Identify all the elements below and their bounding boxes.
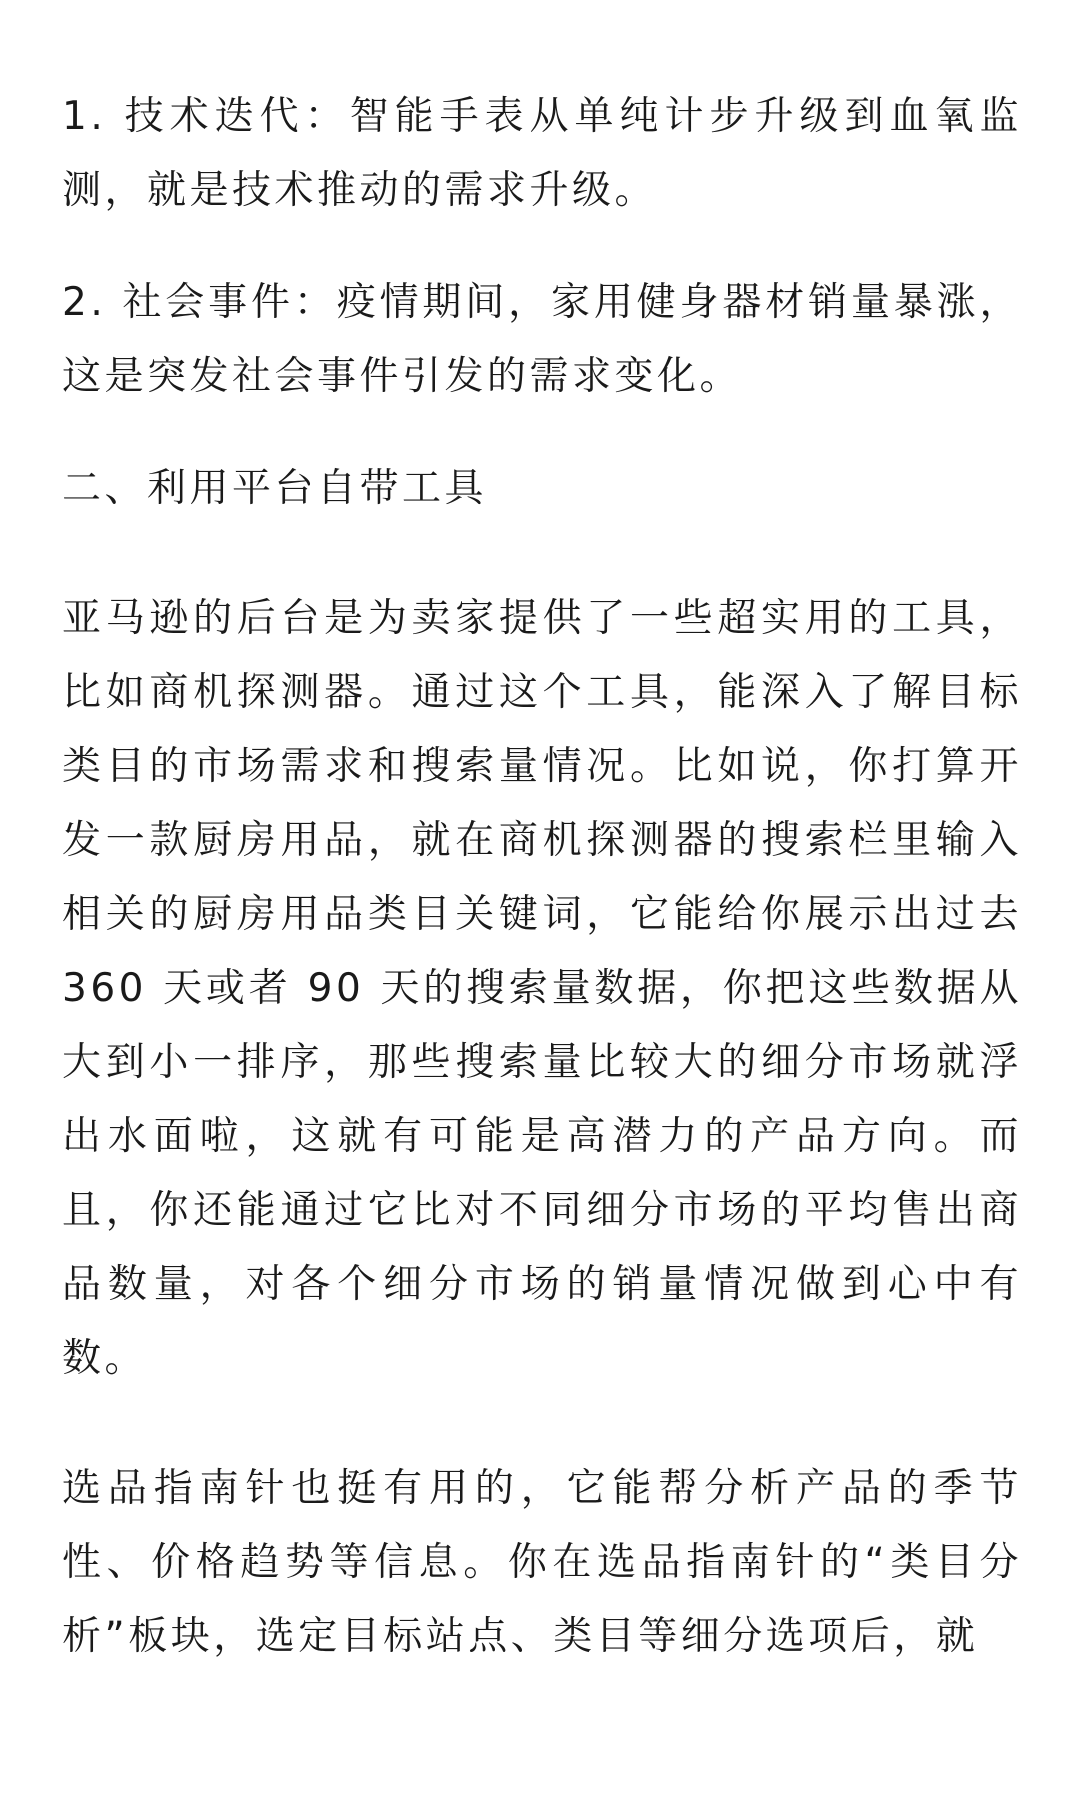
section-heading: 二、利用平台自带工具 bbox=[62, 466, 488, 511]
paragraph-opportunity-explorer: 亚马逊的后台是为卖家提供了一些超实用的工具，比如商机探测器。通过这个工具，能深入了解目标类目的市场需求和搜索量情况。比如说，你打算开发一款厨房用品，就在商机探测器的搜索栏里输入相关的厨房用品类目关键词，它能给你展示出过去 360 天或者 90 天的搜索量数据，你把这些数据从大到小一排序，那些搜索量比较大的细分市场就浮出水面啦，这就有可能是高潜力的产品方向。而且，你还能通过它比对不同细分市场的平均售出商品数量，对各个细分市场的销量情况做到心中有数。 bbox=[62, 596, 1022, 1381]
list-item-social-events: 2. 社会事件：疫情期间，家用健身器材销量暴涨，这是突发社会事件引发的需求变化。 bbox=[62, 280, 1022, 399]
paragraph-product-compass: 选品指南针也挺有用的，它能帮分析产品的季节性、价格趋势等信息。你在选品指南针的“类目分析”板块，选定目标站点、类目等细分选项后，就 bbox=[62, 1466, 1022, 1659]
article-body bbox=[62, 80, 1022, 1730]
list-item-technology: 1. 技术迭代：智能手表从单纯计步升级到血氧监测，就是技术推动的需求升级。 bbox=[62, 94, 1022, 213]
